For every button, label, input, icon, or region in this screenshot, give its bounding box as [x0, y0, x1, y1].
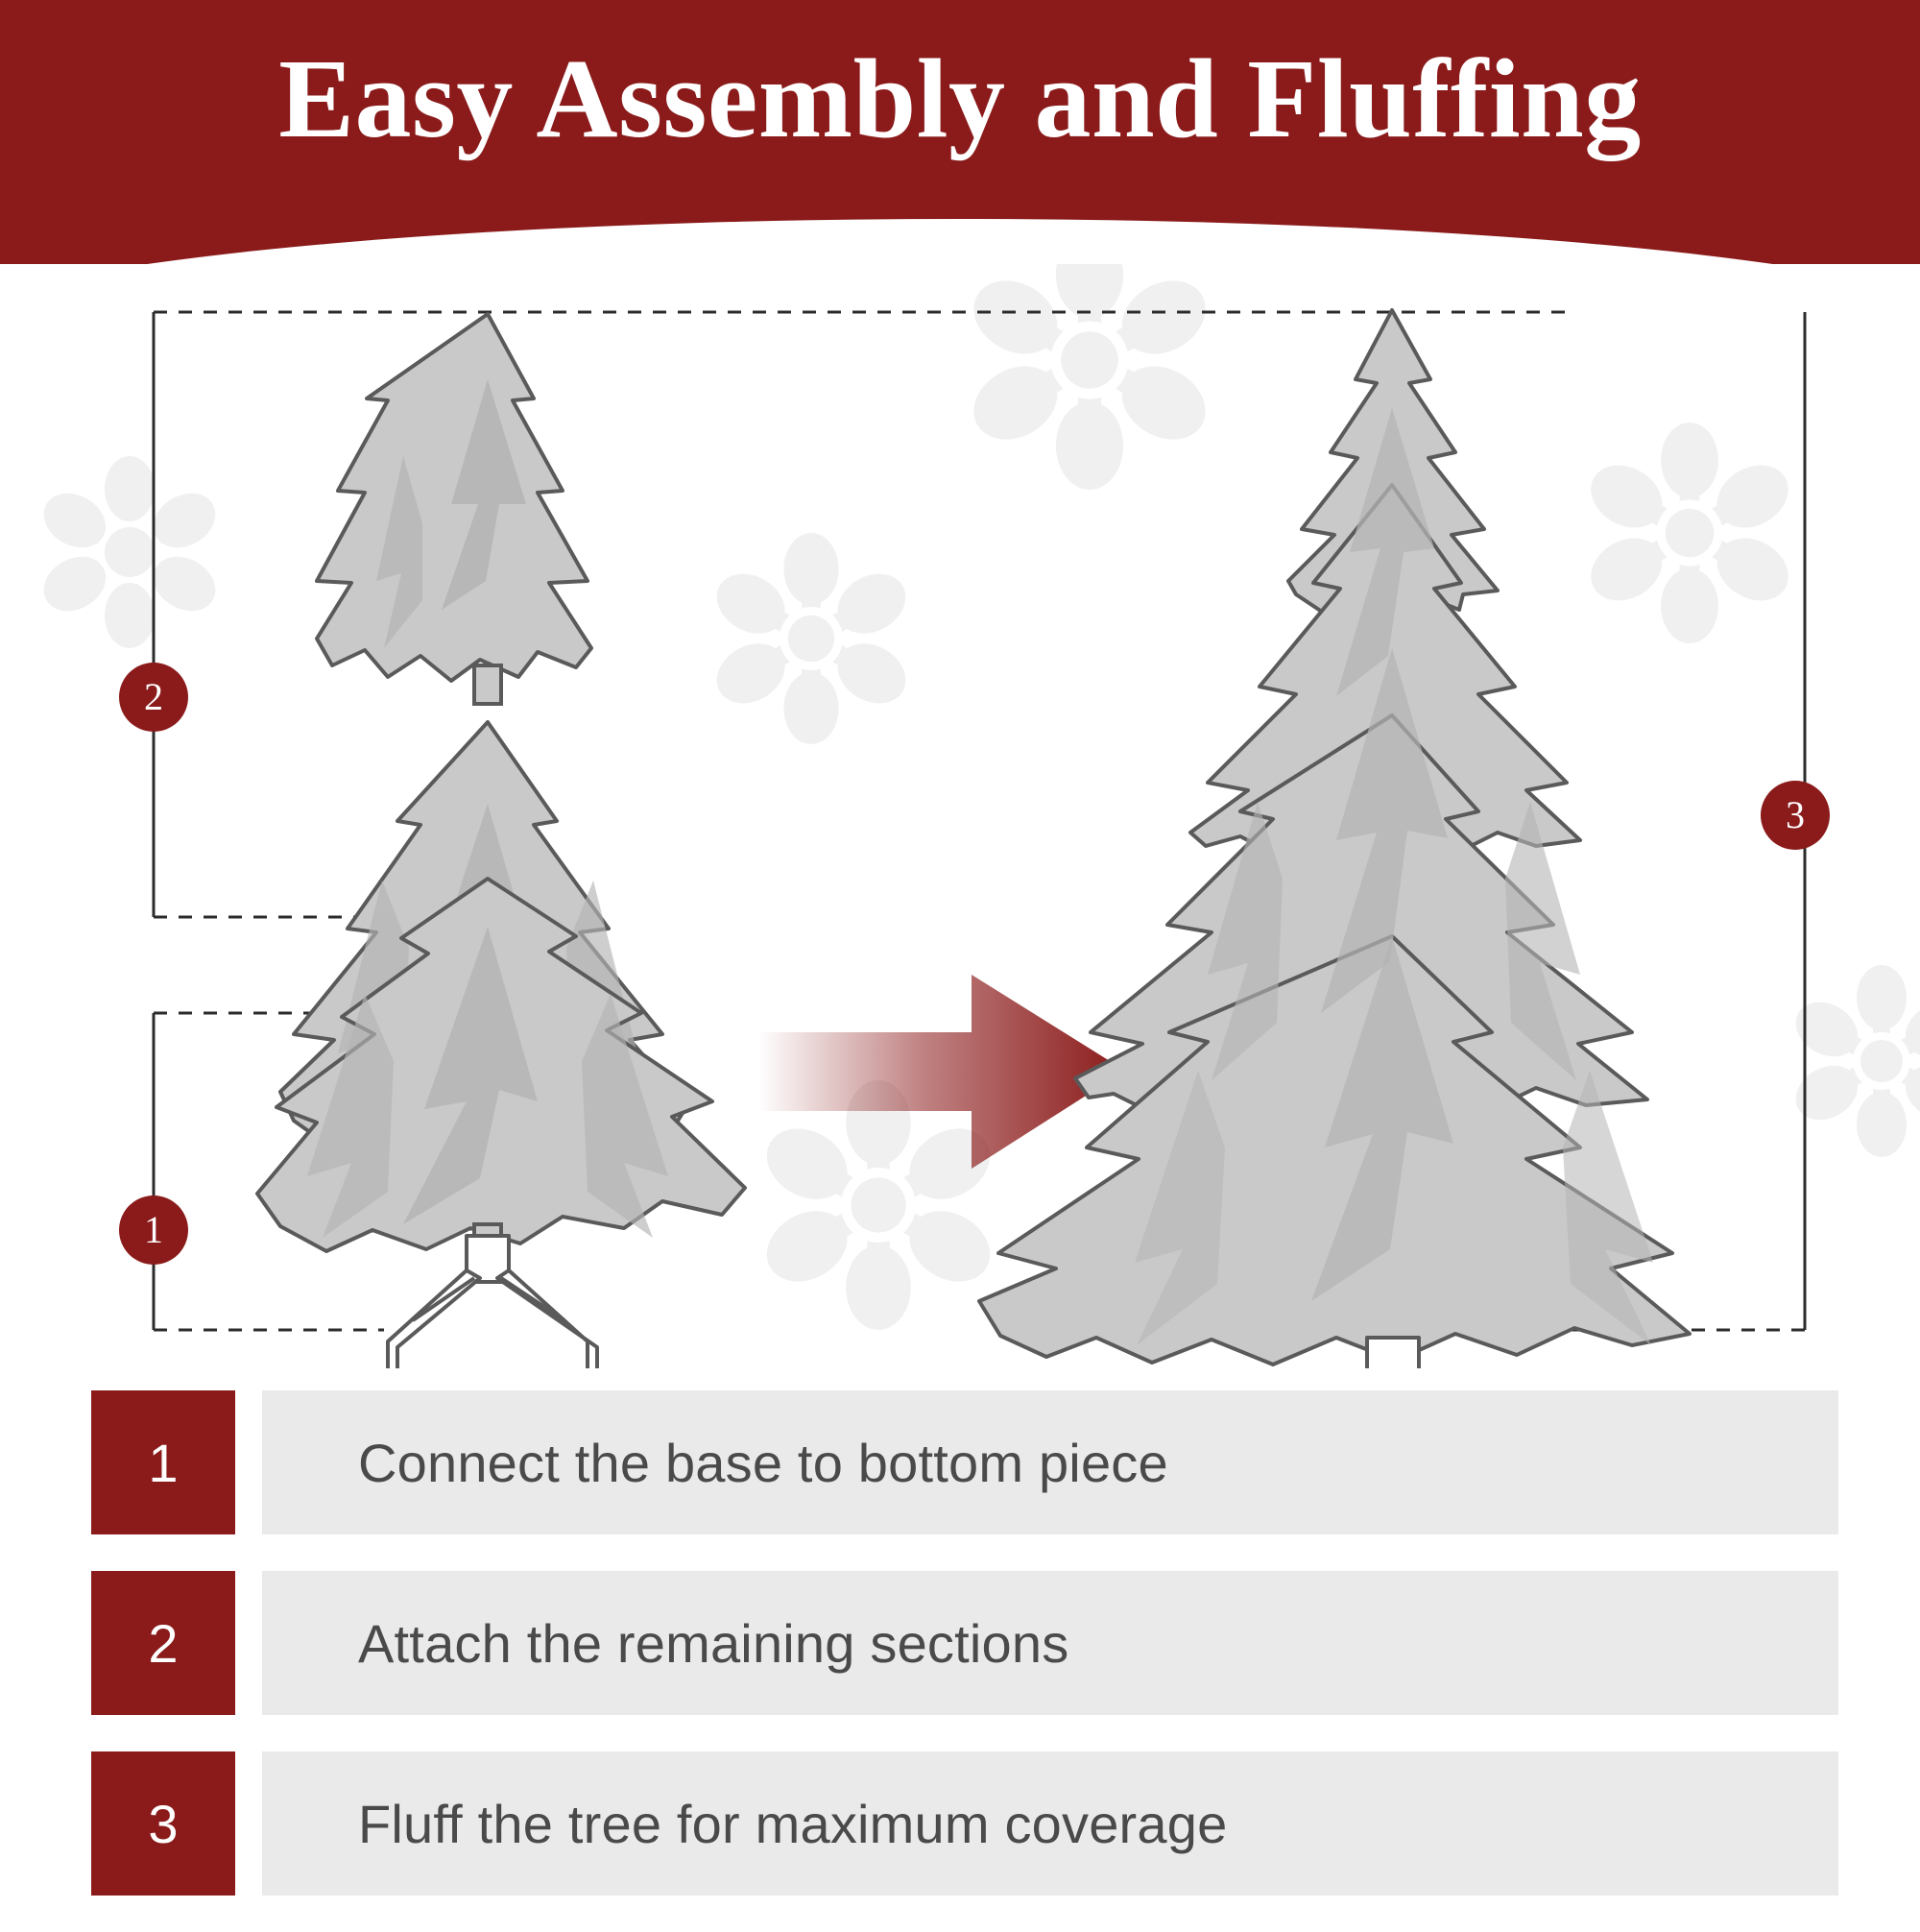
assembled-tree: [979, 310, 1690, 1368]
step-text-container: [262, 1571, 1838, 1715]
header-curve-divider: [0, 219, 1920, 264]
step-row: [91, 1751, 1838, 1896]
tree-stand-left: [388, 1236, 597, 1368]
bracket-badge-2: 2: [119, 663, 188, 732]
tree-section-bottom: [257, 879, 745, 1263]
header-banner: [0, 0, 1920, 264]
illustration-stage: [0, 264, 1920, 1368]
step-label: Attach the remaining sections: [358, 1612, 1069, 1674]
tree-section-top: [317, 314, 591, 704]
step-number-badge: 1: [91, 1390, 235, 1534]
step-row: [91, 1571, 1838, 1715]
step-number-badge: 3: [91, 1751, 235, 1896]
assembly-illustration: [0, 264, 1920, 1368]
step-row: [91, 1390, 1838, 1534]
steps-list: [91, 1390, 1838, 1932]
step-label: Connect the base to bottom piece: [358, 1432, 1168, 1493]
page-title: Easy Assembly and Fluffing: [278, 36, 1642, 161]
bracket-badge-3: 3: [1761, 781, 1830, 850]
step-label: Fluff the tree for maximum coverage: [358, 1793, 1228, 1854]
step-text-container: [262, 1751, 1838, 1896]
process-arrow: [758, 975, 1125, 1169]
step-text-container: [262, 1390, 1838, 1534]
step-number-badge: 2: [91, 1571, 235, 1715]
bracket-badge-1: 1: [119, 1195, 188, 1265]
